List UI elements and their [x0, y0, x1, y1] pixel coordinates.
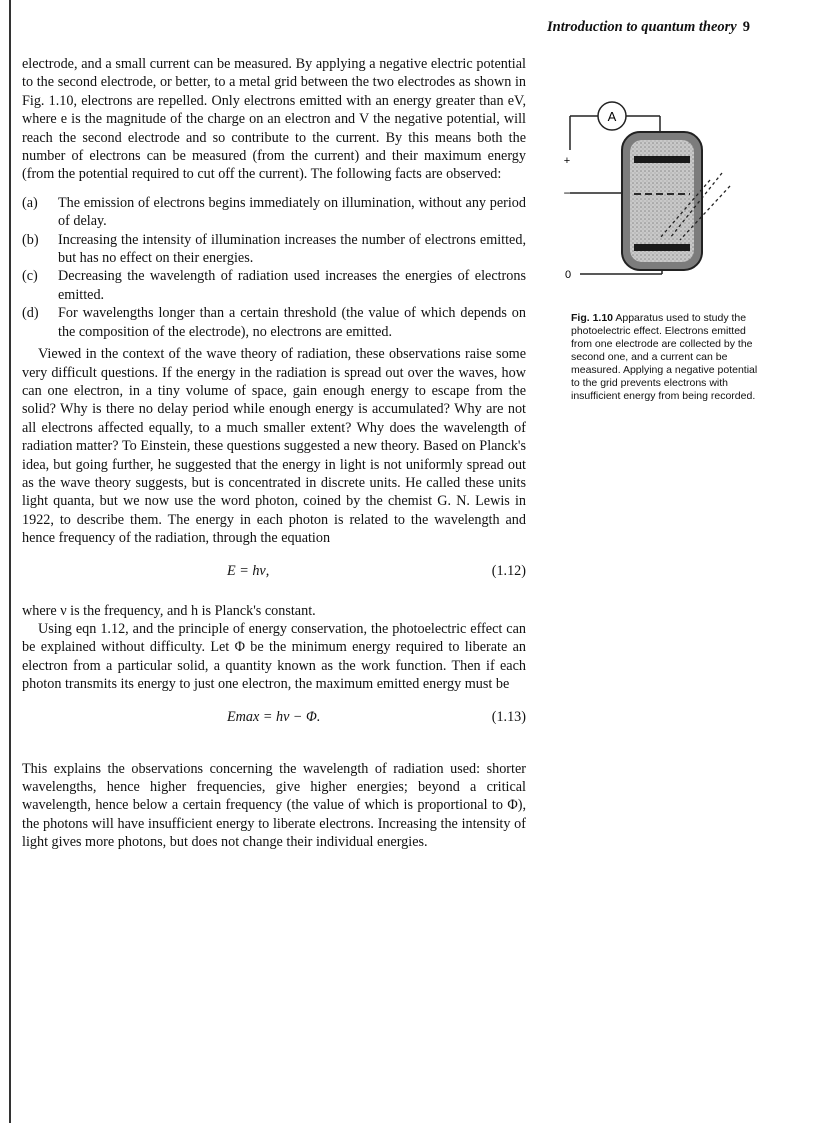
list-item-label: (c) [22, 268, 38, 285]
ammeter-label: A [607, 109, 617, 124]
equation-number: (1.13) [491, 708, 526, 725]
paragraph-energy-conservation: Using eqn 1.12, and the principle of energy conservation, the photoelectric effect can be explained without difficulty. Let Φ be the minimum energy required to liberate an electron from a particular solid, a quantity known as the work function. Then if each photon transmits its energy to just one electron, the maximum emitted energy must be [22, 620, 526, 693]
running-header [547, 19, 750, 36]
intro-paragraph: electrode, and a small current can be measured. By applying a negative electric potential to the second electrode, or better, to a metal grid between the two electrodes as shown in Fig. 1.10, electrons are repelled. Only electrons emitted with an energy greater than eV, where e is the magnitude of the charge on an electron and V the negative potential, will reach the second electrode and so contribute to the current. By this means both the number of electrons can be measured (from the current) and their maximum energy (from the potential required to cut off the current). The following facts are observed: [22, 56, 526, 183]
page-number: 9 [742, 19, 750, 35]
list-item [22, 304, 526, 341]
emitter-electrode [634, 244, 690, 251]
list-item-text: Increasing the intensity of illumination increases the number of electrons emitted, but has no effect on their energies. [58, 231, 526, 267]
collector-electrode [634, 156, 690, 163]
apparatus-diagram [552, 98, 752, 298]
list-item [22, 194, 526, 231]
paragraph-wave-theory: Viewed in the context of the wave theory of radiation, these observations raise some very difficult questions. If the energy in the radiation is spread out over the waves, how can one electron, in a tiny volume of space, gain enough energy to escape from the solid? Why is there no delay period while enough energy is accumulated? Why are not all electrons affected equally, to a much smaller extent? Why does the wavelength of radiation matter? To Einstein, these questions suggested a new theory. Based on Planck's idea, but going further, he suggested that the energy in light is not uniformly spread out as the wave theory suggests, but is concentrated in discrete units. He called these units light quanta, but we now use the word photon, coined by the chemist G. N. Lewis in 1922, to describe them. The energy in each photon is related to the wavelength and hence frequency of the radiation, through the equation [22, 346, 526, 547]
figure-caption [571, 312, 761, 403]
list-item-text: For wavelengths longer than a certain threshold (the value of which depends on the composition of the electrode), no electrons are emitted. [58, 305, 526, 340]
equation-expression: Emax = hν − Φ. [227, 708, 321, 725]
photoelectric-apparatus-figure [552, 98, 752, 298]
equation-number: (1.12) [491, 562, 526, 579]
negative-terminal-label: − [563, 186, 571, 200]
list-item-text: Decreasing the wavelength of radiation used increases the energies of electrons emitted. [58, 268, 526, 303]
list-item-label: (a) [22, 194, 38, 211]
observations-list [22, 194, 526, 341]
positive-terminal-label: + [563, 155, 571, 167]
paragraph-explanation: This explains the observations concerning the wavelength of radiation used: shorter wavelengths, hence higher frequencies, give higher energies; beyond a critical wavelength, hence below a certain frequency (the value of which is proportional to Φ), the photons will have insufficient energy to liberate electrons. Increasing the intensity of light gives more photons, but does not change their individual energies. [22, 760, 526, 851]
figure-caption-text: Apparatus used to study the photoelectric effect. Electrons emitted from one electrode are collected by the second one, and a current can be measured. Applying a negative potential to the grid prevents electrons with insufficient energy from being recorded. [571, 312, 758, 402]
list-item-text: The emission of electrons begins immediately on illumination, without any period of delay. [58, 194, 526, 230]
list-item-label: (d) [22, 305, 39, 322]
equation-1-12 [22, 562, 526, 588]
main-text-column [22, 55, 526, 852]
figure-label: Fig. 1.10 [571, 312, 614, 324]
list-item-label: (b) [22, 231, 39, 248]
equation-1-13 [22, 708, 526, 734]
header-title: Introduction to quantum theory [546, 19, 737, 35]
page-left-rule [9, 0, 11, 1123]
list-item [22, 231, 526, 268]
ground-label: 0 [564, 269, 572, 281]
paragraph-frequency-definition: where ν is the frequency, and h is Planck's constant. [22, 602, 316, 619]
equation-expression: E = hν, [227, 562, 270, 579]
list-item [22, 267, 526, 304]
